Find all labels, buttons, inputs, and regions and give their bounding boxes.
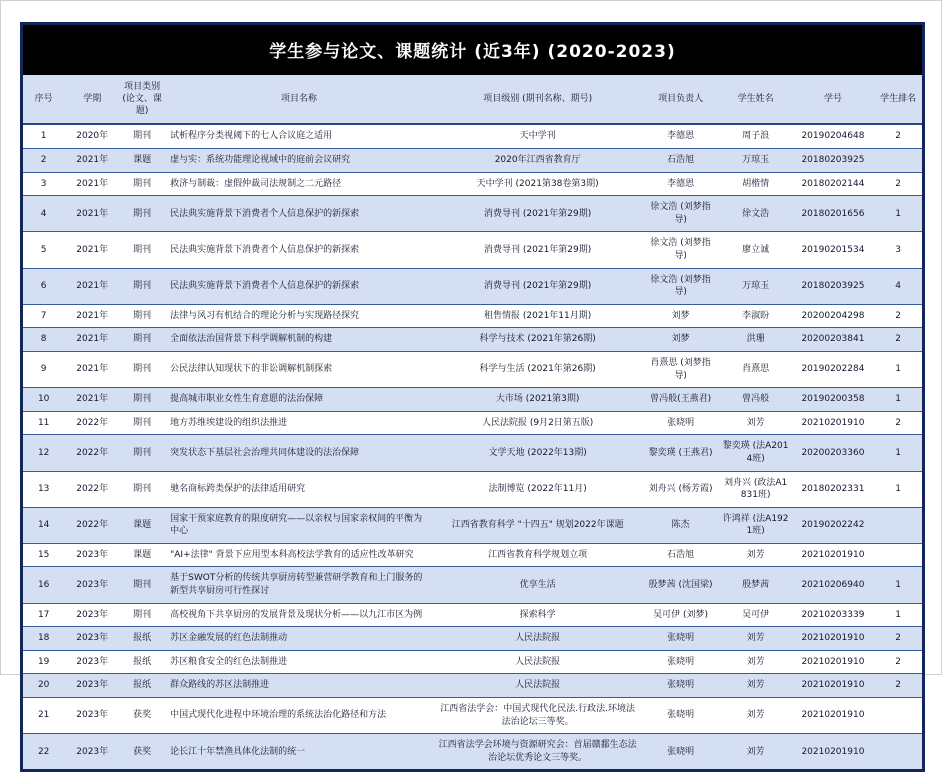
cell-seq: 3: [23, 172, 64, 196]
cell-leader: 刘梦: [642, 304, 720, 328]
cell-project-name: 公民法律认知现状下的非讼调解机制探索: [164, 351, 434, 387]
cell-project-level: 探索科学: [434, 603, 642, 627]
cell-student-name: 刘芳: [720, 543, 792, 567]
cell-category: 报纸: [120, 674, 164, 698]
cell-student-name: 李淑盼: [720, 304, 792, 328]
table-row: [23, 543, 922, 567]
cell-term: 2022年: [64, 471, 120, 507]
cell-rank: 1: [874, 435, 922, 471]
cell-term: 2023年: [64, 603, 120, 627]
cell-category: 课题: [120, 507, 164, 543]
cell-leader: 张晓明: [642, 650, 720, 674]
cell-term: 2023年: [76, 746, 109, 757]
table-row: [23, 124, 922, 148]
header-row: [23, 75, 922, 124]
cell-term: 2021年: [64, 196, 120, 232]
cell-student-id: 20210201910: [801, 746, 865, 757]
cell-seq: 22: [37, 746, 50, 757]
cell-student-name: 胡楷情: [720, 172, 792, 196]
cell-leader: 刘梦: [642, 328, 720, 352]
cell-rank: 2: [874, 674, 922, 698]
table-row: [23, 567, 922, 603]
cell-project-name: 群众路线的苏区法制推进: [164, 674, 434, 698]
cell-term: 2021年: [64, 388, 120, 412]
cell-rank: 1: [874, 471, 922, 507]
cell-term: 2023年: [64, 698, 120, 734]
table-row: [23, 149, 922, 173]
cell-term: 2023年: [64, 543, 120, 567]
cell-project-level: 科学与技术 (2021年第26期): [434, 328, 642, 352]
cell-rank: 4: [874, 268, 922, 304]
cell-project-name: 高校视角下共享厨房的发展背景及现状分析——以九江市区为例: [164, 603, 434, 627]
cell-term: 2022年: [64, 507, 120, 543]
cell-student-id: 20190202242: [792, 507, 875, 543]
table-row: [23, 627, 922, 651]
column-header-rank: 学生排名: [874, 75, 922, 124]
cell-project-level: 大市场 (2021第3期): [434, 388, 642, 412]
cell-project-name: 法律与风习有机结合的理论分析与实现路径探究: [164, 304, 434, 328]
cell-rank: 1: [874, 196, 922, 232]
cell-seq: 5: [23, 232, 64, 268]
cell-student-name: 廖立诚: [720, 232, 792, 268]
table-row: [23, 698, 922, 734]
cell-student-name: 万琼玉: [720, 268, 792, 304]
cell-seq: 4: [23, 196, 64, 232]
column-header-student-name: 学生姓名: [720, 75, 792, 124]
cell-student-id: 20190201534: [792, 232, 875, 268]
cell-term: 2021年: [64, 351, 120, 387]
cell-student-name: 曾冯般: [720, 388, 792, 412]
cell-student-id: 20210201910: [792, 650, 875, 674]
cell-seq: 9: [23, 351, 64, 387]
cell-seq: 1: [23, 124, 64, 148]
cell-project-name: 基于SWOT分析的传统共享厨房转型兼营研学教育和上门服务的新型共享厨房可行性探讨: [164, 567, 434, 603]
cell-seq: 14: [23, 507, 64, 543]
cell-project-name: 中国式现代化进程中环境治理的系统法治化路径和方法: [164, 698, 434, 734]
cell-term: 2021年: [64, 328, 120, 352]
cell-category: 期刊: [120, 388, 164, 412]
cell-student-id: 20180203925: [792, 149, 875, 173]
cell-student-id: 20200204298: [792, 304, 875, 328]
cell-rank: [874, 734, 922, 770]
cell-category: 期刊: [120, 328, 164, 352]
cell-term: 2023年: [64, 674, 120, 698]
cell-seq: 10: [23, 388, 64, 412]
cell-project-name: 驰名商标跨类保护的法律适用研究: [164, 471, 434, 507]
cell-leader: 张晓明: [642, 674, 720, 698]
cell-project-level: 消费导刊 (2021年第29期): [434, 232, 642, 268]
table-row: [23, 435, 922, 471]
cell-student-id: 20210206940: [792, 567, 875, 603]
cell-seq: 8: [23, 328, 64, 352]
table-row: [23, 734, 922, 770]
cell-project-level: 2020年江西省教育厅: [434, 149, 642, 173]
cell-leader: 张晓明: [642, 698, 720, 734]
cell-student-name: 刘芳: [720, 411, 792, 435]
cell-seq: 11: [23, 411, 64, 435]
cell-student-name: 许鸿祥 (法A1921班): [720, 507, 792, 543]
table-row: [23, 172, 922, 196]
cell-category: 获奖: [120, 698, 164, 734]
cell-project-name: 苏区金融发展的红色法制推动: [164, 627, 434, 651]
cell-project-level: 江西省教育科学规划立项: [434, 543, 642, 567]
cell-leader: 徐文浩 (刘梦指导): [642, 196, 720, 232]
cell-project-name: "AI+法律" 背景下应用型本科高校法学教育的适应性改革研究: [164, 543, 434, 567]
table-header: [23, 75, 922, 124]
cell-leader: 徐文浩 (刘梦指导): [642, 232, 720, 268]
column-header-student-id: 学号: [792, 75, 875, 124]
statistics-table-container: [20, 22, 925, 772]
cell-rank: 1: [874, 388, 922, 412]
cell-student-name: 刘舟兴 (政法A1831班): [720, 471, 792, 507]
cell-term: 2022年: [64, 435, 120, 471]
column-header-leader: 项目负责人: [642, 75, 720, 124]
cell-leader: 陈杰: [642, 507, 720, 543]
cell-project-name: 试析程序分类视阈下的七人合议庭之适用: [164, 124, 434, 148]
table-row: [23, 674, 922, 698]
cell-rank: 2: [874, 172, 922, 196]
cell-project-level: 天中学刊 (2021第38卷第3期): [434, 172, 642, 196]
cell-student-name: 刘芳: [720, 627, 792, 651]
cell-project-name: 民法典实施背景下消费者个人信息保护的新探索: [164, 268, 434, 304]
cell-category: 课题: [120, 543, 164, 567]
cell-rank: 1: [874, 351, 922, 387]
cell-student-id: 20180202331: [792, 471, 875, 507]
cell-seq: 12: [23, 435, 64, 471]
cell-student-id: 20200203360: [792, 435, 875, 471]
cell-term: 2022年: [64, 411, 120, 435]
cell-term: 2021年: [64, 232, 120, 268]
table-row: [23, 232, 922, 268]
cell-student-id: 20210201910: [792, 411, 875, 435]
cell-category: 期刊: [120, 196, 164, 232]
cell-seq: 15: [23, 543, 64, 567]
cell-leader: 曾冯般(王燕君): [642, 388, 720, 412]
cell-project-level: 租售情报 (2021年11月期): [434, 304, 642, 328]
cell-seq: 7: [23, 304, 64, 328]
cell-project-name: 全面依法治国背景下科学调解机制的构建: [164, 328, 434, 352]
table-row: [23, 268, 922, 304]
cell-term: 2021年: [64, 149, 120, 173]
cell-leader: 吴可伊 (刘梦): [642, 603, 720, 627]
cell-project-level: 人民法院报: [434, 674, 642, 698]
cell-student-id: 20180202144: [792, 172, 875, 196]
cell-student-id: 20190202284: [792, 351, 875, 387]
table-row: [23, 196, 922, 232]
cell-project-name: 论长江十年禁渔具体化法制的统一: [170, 746, 306, 757]
table-row: [23, 351, 922, 387]
cell-term: 2021年: [64, 268, 120, 304]
cell-student-name: 刘芳: [720, 698, 792, 734]
cell-student-id: 20180201656: [792, 196, 875, 232]
cell-rank: [874, 149, 922, 173]
cell-category: 报纸: [120, 650, 164, 674]
cell-project-level: 法制博览 (2022年11月): [434, 471, 642, 507]
cell-student-name: 刘芳: [720, 674, 792, 698]
table-body: [23, 124, 922, 769]
column-header-term: 学期: [64, 75, 120, 124]
cell-leader: 殷梦茜 (沈国梁): [642, 567, 720, 603]
cell-category: 期刊: [120, 411, 164, 435]
cell-leader: 肖熹思 (刘梦指导): [642, 351, 720, 387]
cell-project-name: 民法典实施背景下消费者个人信息保护的新探索: [164, 232, 434, 268]
statistics-table: [23, 75, 922, 769]
cell-student-id: 20190204648: [792, 124, 875, 148]
table-row: [23, 507, 922, 543]
cell-project-level: 优享生活: [434, 567, 642, 603]
table-title: 学生参与论文、课题统计 (近3年) (2020-2023): [23, 25, 922, 75]
cell-seq: 19: [23, 650, 64, 674]
cell-seq: 16: [23, 567, 64, 603]
cell-rank: 3: [874, 232, 922, 268]
cell-category: 报纸: [120, 627, 164, 651]
cell-project-level: 天中学刊: [434, 124, 642, 148]
table-row: [23, 328, 922, 352]
table-row: [23, 650, 922, 674]
cell-rank: 2: [874, 328, 922, 352]
cell-rank: 2: [874, 650, 922, 674]
cell-project-name: 国家干预家庭教育的限度研究——以亲权与国家亲权间的平衡为中心: [164, 507, 434, 543]
cell-project-level: 人民法院报: [434, 650, 642, 674]
cell-term: 2021年: [64, 304, 120, 328]
cell-rank: 2: [874, 627, 922, 651]
cell-project-name: 民法典实施背景下消费者个人信息保护的新探索: [164, 196, 434, 232]
cell-term: 2021年: [64, 172, 120, 196]
cell-term: 2023年: [64, 567, 120, 603]
cell-student-name: 黎奕瑛 (法A2014班): [720, 435, 792, 471]
cell-category: 期刊: [120, 351, 164, 387]
cell-student-id: 20200203841: [792, 328, 875, 352]
cell-rank: 2: [874, 124, 922, 148]
table-row: [23, 603, 922, 627]
cell-project-level: 消费导刊 (2021年第29期): [434, 196, 642, 232]
cell-rank: [874, 507, 922, 543]
cell-category: 期刊: [120, 268, 164, 304]
cell-project-name: 虚与实：系统功能理论视域中的庭前会议研究: [164, 149, 434, 173]
cell-seq: 17: [23, 603, 64, 627]
cell-project-level: 江西省法学会环境与资源研究会：首届赣鄱生态法治论坛优秀论文三等奖。: [438, 740, 637, 763]
cell-category: 期刊: [120, 304, 164, 328]
cell-student-id: 20210201910: [792, 698, 875, 734]
cell-leader: 李德恩: [642, 124, 720, 148]
cell-student-name: 刘芳: [720, 650, 792, 674]
table-row: [23, 388, 922, 412]
cell-category: 期刊: [120, 435, 164, 471]
cell-rank: 1: [874, 567, 922, 603]
cell-category: 期刊: [120, 567, 164, 603]
column-header-seq: 序号: [23, 75, 64, 124]
cell-leader: 黎奕瑛 (王燕君): [642, 435, 720, 471]
cell-project-level: 人民法院报 (9月2日第五版): [434, 411, 642, 435]
column-header-project-level: 项目级别 (期刊名称、期号): [434, 75, 642, 124]
table-row: [23, 304, 922, 328]
cell-category: 期刊: [120, 172, 164, 196]
cell-project-level: 人民法院报: [434, 627, 642, 651]
cell-seq: 13: [23, 471, 64, 507]
cell-leader: 张晓明: [667, 746, 695, 757]
cell-student-name: 肖熹思: [720, 351, 792, 387]
cell-rank: [874, 698, 922, 734]
cell-student-id: 20190200358: [792, 388, 875, 412]
cell-category: 获奖: [133, 746, 152, 757]
cell-seq: 6: [23, 268, 64, 304]
cell-student-name: 徐文浩: [720, 196, 792, 232]
cell-rank: 1: [874, 603, 922, 627]
cell-leader: 石浩旭: [642, 543, 720, 567]
cell-term: 2020年: [64, 124, 120, 148]
cell-student-id: 20180203925: [792, 268, 875, 304]
cell-leader: 张晓明: [642, 627, 720, 651]
cell-student-id: 20210201910: [792, 674, 875, 698]
cell-seq: 18: [23, 627, 64, 651]
cell-project-level: 江西省法学会：中国式现代化民法.行政法.环境法法治论坛三等奖。: [434, 698, 642, 734]
cell-student-id: 20210201910: [792, 543, 875, 567]
cell-seq: 20: [23, 674, 64, 698]
cell-leader: 李德恩: [642, 172, 720, 196]
cell-seq: 21: [23, 698, 64, 734]
cell-term: 2023年: [64, 627, 120, 651]
cell-leader: 徐文浩 (刘梦指导): [642, 268, 720, 304]
cell-student-id: 20210201910: [792, 627, 875, 651]
cell-rank: [874, 543, 922, 567]
cell-project-name: 地方苏维埃建设的组织法推进: [164, 411, 434, 435]
cell-category: 期刊: [120, 124, 164, 148]
cell-category: 期刊: [120, 471, 164, 507]
table-row: [23, 411, 922, 435]
cell-leader: 刘舟兴 (杨芳霞): [642, 471, 720, 507]
cell-project-name: 救济与制裁：虚假仲裁司法规制之二元路径: [164, 172, 434, 196]
column-header-category: 项目类别 (论文、课题): [120, 75, 164, 124]
cell-student-name: 殷梦茜: [720, 567, 792, 603]
cell-leader: 石浩旭: [642, 149, 720, 173]
cell-rank: 2: [874, 411, 922, 435]
cell-project-name: 苏区粮食安全的红色法制推进: [164, 650, 434, 674]
cell-student-name: 洪珊: [720, 328, 792, 352]
cell-project-level: 文学天地 (2022年13期): [434, 435, 642, 471]
cell-category: 期刊: [120, 232, 164, 268]
cell-student-name: 刘芳: [746, 746, 765, 757]
cell-project-level: 消费导刊 (2021年第29期): [434, 268, 642, 304]
cell-seq: 2: [23, 149, 64, 173]
cell-student-name: 万琼玉: [720, 149, 792, 173]
cell-project-level: 江西省教育科学 "十四五" 规划2022年课题: [434, 507, 642, 543]
table-row: [23, 471, 922, 507]
cell-project-name: 提高城市职业女性生育意愿的法治保障: [164, 388, 434, 412]
cell-student-id: 20210203339: [792, 603, 875, 627]
cell-category: 课题: [120, 149, 164, 173]
column-header-project-name: 项目名称: [164, 75, 434, 124]
cell-rank: 2: [874, 304, 922, 328]
cell-project-level: 科学与生活 (2021年第26期): [434, 351, 642, 387]
cell-student-name: 吴可伊: [720, 603, 792, 627]
cell-category: 期刊: [120, 603, 164, 627]
cell-project-name: 突发状态下基层社会治理共同体建设的法治保障: [164, 435, 434, 471]
cell-student-name: 周子浪: [720, 124, 792, 148]
cell-term: 2023年: [64, 650, 120, 674]
cell-leader: 张晓明: [642, 411, 720, 435]
